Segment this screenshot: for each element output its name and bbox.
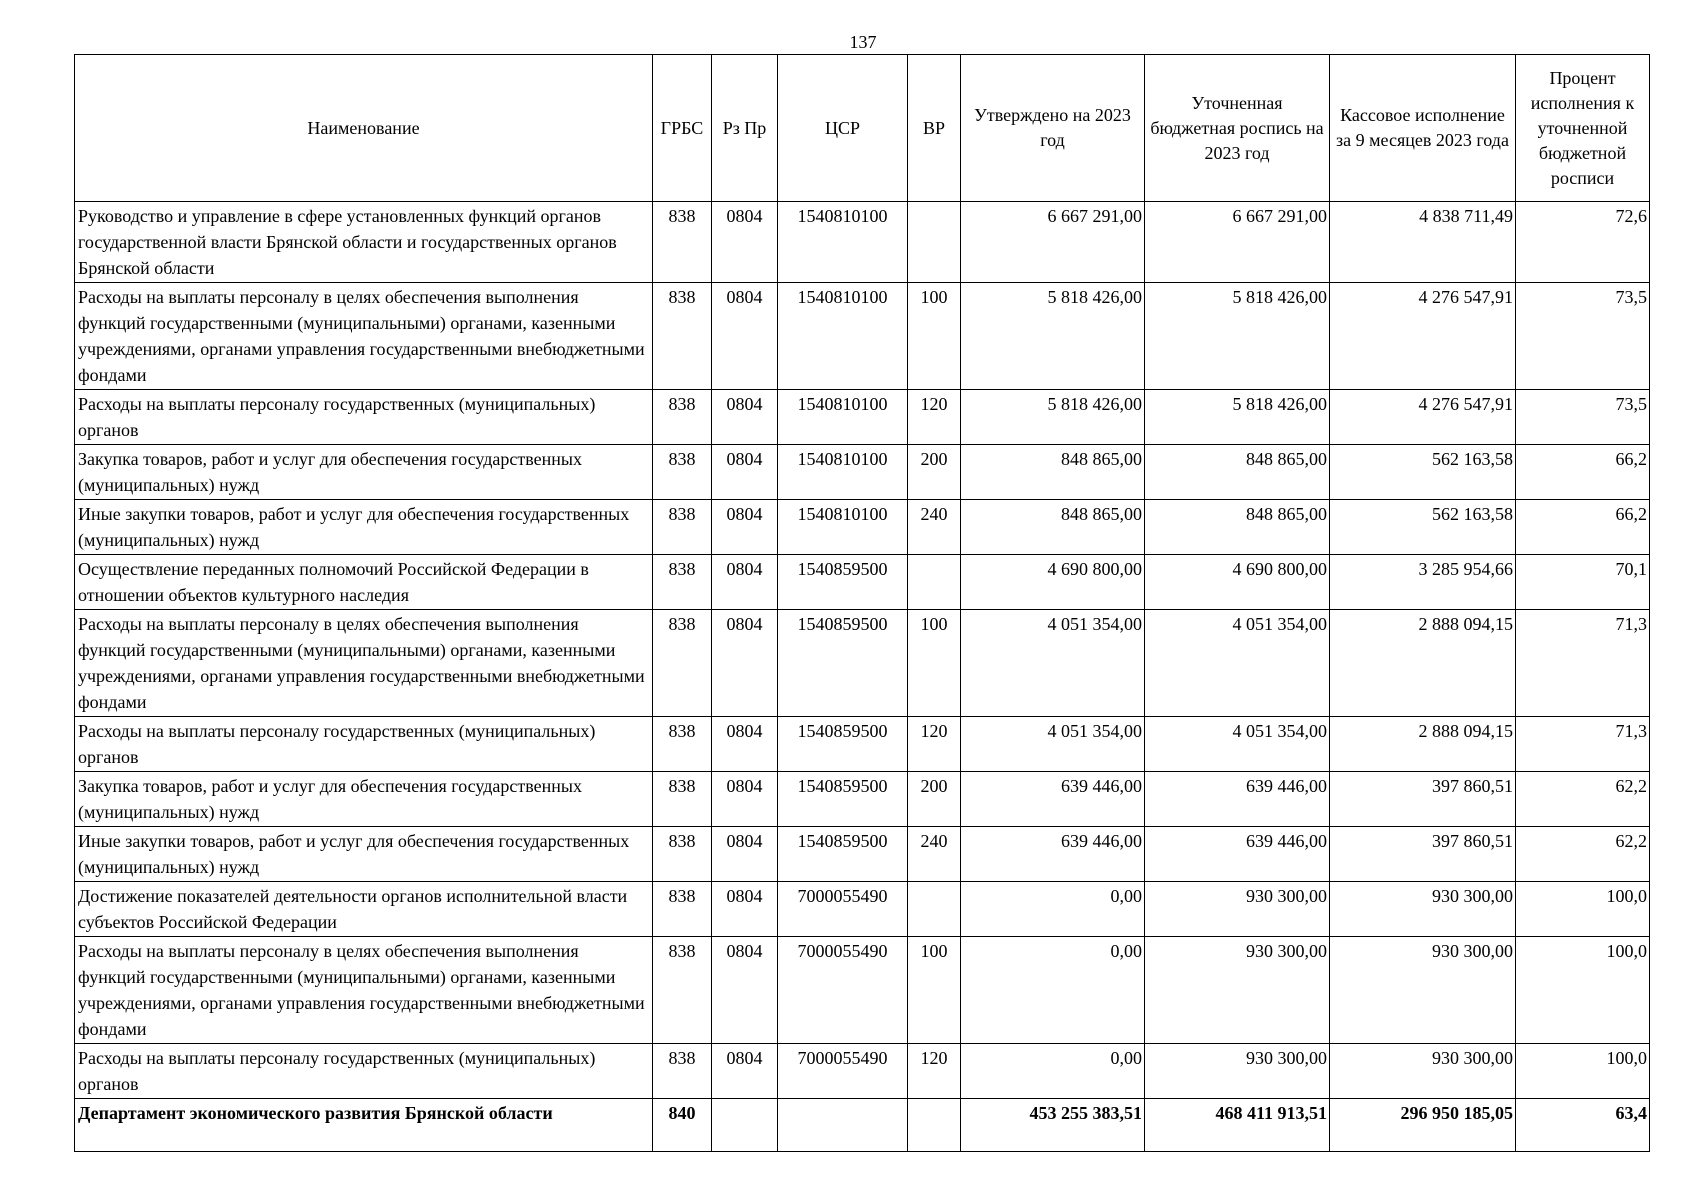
cell-percent: 70,1 (1516, 555, 1650, 610)
cell-refined: 639 446,00 (1145, 772, 1330, 827)
cell-vr (908, 1099, 961, 1152)
cell-csr: 7000055490 (778, 937, 908, 1044)
cell-vr (908, 882, 961, 937)
cell-rzpr: 0804 (712, 202, 778, 283)
cell-csr: 1540810100 (778, 390, 908, 445)
cell-name: Расходы на выплаты персоналу в целях обеспечения выполнения функций государственными (муниципальными) органами, казенными учреждениями, органами управления государственными внебюджетными фондами (75, 610, 653, 717)
header-grbs: ГРБС (653, 55, 712, 202)
cell-executed: 397 860,51 (1330, 827, 1516, 882)
cell-percent: 62,2 (1516, 827, 1650, 882)
cell-name: Расходы на выплаты персоналу в целях обеспечения выполнения функций государственными (муниципальными) органами, казенными учреждениями, органами управления государственными внебюджетными фондами (75, 283, 653, 390)
cell-csr: 1540859500 (778, 717, 908, 772)
cell-percent: 73,5 (1516, 283, 1650, 390)
cell-executed: 930 300,00 (1330, 1044, 1516, 1099)
cell-approved: 4 051 354,00 (961, 717, 1145, 772)
page-number: 137 (849, 32, 877, 52)
cell-approved: 639 446,00 (961, 827, 1145, 882)
cell-executed: 296 950 185,05 (1330, 1099, 1516, 1152)
cell-refined: 468 411 913,51 (1145, 1099, 1330, 1152)
cell-rzpr: 0804 (712, 882, 778, 937)
cell-percent: 66,2 (1516, 445, 1650, 500)
cell-refined: 930 300,00 (1145, 937, 1330, 1044)
cell-refined: 930 300,00 (1145, 882, 1330, 937)
cell-grbs: 838 (653, 283, 712, 390)
cell-executed: 562 163,58 (1330, 500, 1516, 555)
cell-csr: 1540859500 (778, 610, 908, 717)
cell-rzpr: 0804 (712, 772, 778, 827)
cell-approved: 639 446,00 (961, 772, 1145, 827)
cell-name: Расходы на выплаты персоналу в целях обеспечения выполнения функций государственными (муниципальными) органами, казенными учреждениями, органами управления государственными внебюджетными фондами (75, 937, 653, 1044)
cell-rzpr: 0804 (712, 500, 778, 555)
table-row (75, 555, 1650, 610)
cell-percent: 63,4 (1516, 1099, 1650, 1152)
header-approved: Утверждено на 2023 год (961, 55, 1145, 202)
cell-vr: 120 (908, 390, 961, 445)
cell-vr: 120 (908, 717, 961, 772)
cell-vr: 100 (908, 283, 961, 390)
cell-percent: 71,3 (1516, 610, 1650, 717)
cell-rzpr: 0804 (712, 937, 778, 1044)
table-row (75, 772, 1650, 827)
cell-csr: 7000055490 (778, 1044, 908, 1099)
cell-executed: 4 276 547,91 (1330, 283, 1516, 390)
table-row (75, 882, 1650, 937)
cell-percent: 66,2 (1516, 500, 1650, 555)
cell-csr: 1540859500 (778, 555, 908, 610)
header-refined: Уточненная бюджетная роспись на 2023 год (1145, 55, 1330, 202)
cell-grbs: 838 (653, 1044, 712, 1099)
cell-rzpr: 0804 (712, 717, 778, 772)
cell-vr (908, 555, 961, 610)
cell-approved: 0,00 (961, 1044, 1145, 1099)
cell-rzpr: 0804 (712, 390, 778, 445)
cell-approved: 5 818 426,00 (961, 283, 1145, 390)
cell-refined: 639 446,00 (1145, 827, 1330, 882)
cell-rzpr (712, 1099, 778, 1152)
cell-vr: 100 (908, 937, 961, 1044)
cell-executed: 3 285 954,66 (1330, 555, 1516, 610)
cell-approved: 0,00 (961, 882, 1145, 937)
cell-csr: 7000055490 (778, 882, 908, 937)
table-row (75, 1044, 1650, 1099)
cell-approved: 453 255 383,51 (961, 1099, 1145, 1152)
cell-rzpr: 0804 (712, 1044, 778, 1099)
table-row (75, 827, 1650, 882)
cell-executed: 4 838 711,49 (1330, 202, 1516, 283)
cell-percent: 62,2 (1516, 772, 1650, 827)
cell-grbs: 838 (653, 772, 712, 827)
cell-csr (778, 1099, 908, 1152)
cell-approved: 848 865,00 (961, 445, 1145, 500)
cell-refined: 930 300,00 (1145, 1044, 1330, 1099)
cell-name: Закупка товаров, работ и услуг для обеспечения государственных (муниципальных) нужд (75, 445, 653, 500)
cell-executed: 930 300,00 (1330, 937, 1516, 1044)
cell-vr: 120 (908, 1044, 961, 1099)
table-row (75, 937, 1650, 1044)
cell-vr: 240 (908, 827, 961, 882)
cell-rzpr: 0804 (712, 445, 778, 500)
cell-name: Иные закупки товаров, работ и услуг для обеспечения государственных (муниципальных) нужд (75, 827, 653, 882)
cell-approved: 4 690 800,00 (961, 555, 1145, 610)
header-csr: ЦСР (778, 55, 908, 202)
cell-refined: 4 690 800,00 (1145, 555, 1330, 610)
table-row (75, 390, 1650, 445)
table-row (75, 283, 1650, 390)
cell-approved: 5 818 426,00 (961, 390, 1145, 445)
cell-refined: 5 818 426,00 (1145, 283, 1330, 390)
header-row (75, 55, 1650, 202)
cell-grbs: 838 (653, 717, 712, 772)
cell-vr: 200 (908, 445, 961, 500)
cell-vr: 200 (908, 772, 961, 827)
table-row (75, 202, 1650, 283)
cell-refined: 848 865,00 (1145, 500, 1330, 555)
cell-grbs: 838 (653, 390, 712, 445)
cell-percent: 100,0 (1516, 1044, 1650, 1099)
cell-grbs: 838 (653, 500, 712, 555)
cell-grbs: 838 (653, 827, 712, 882)
cell-grbs: 838 (653, 610, 712, 717)
cell-percent: 100,0 (1516, 882, 1650, 937)
cell-percent: 71,3 (1516, 717, 1650, 772)
cell-refined: 4 051 354,00 (1145, 610, 1330, 717)
cell-name: Закупка товаров, работ и услуг для обеспечения государственных (муниципальных) нужд (75, 772, 653, 827)
cell-rzpr: 0804 (712, 283, 778, 390)
cell-refined: 4 051 354,00 (1145, 717, 1330, 772)
cell-approved: 0,00 (961, 937, 1145, 1044)
cell-refined: 848 865,00 (1145, 445, 1330, 500)
cell-rzpr: 0804 (712, 555, 778, 610)
cell-csr: 1540859500 (778, 772, 908, 827)
cell-csr: 1540810100 (778, 445, 908, 500)
header-name: Наименование (75, 55, 653, 202)
cell-refined: 5 818 426,00 (1145, 390, 1330, 445)
cell-approved: 6 667 291,00 (961, 202, 1145, 283)
cell-name: Иные закупки товаров, работ и услуг для обеспечения государственных (муниципальных) нужд (75, 500, 653, 555)
cell-csr: 1540810100 (778, 283, 908, 390)
cell-percent: 72,6 (1516, 202, 1650, 283)
cell-executed: 2 888 094,15 (1330, 610, 1516, 717)
table-body (75, 202, 1650, 1152)
header-rzpr: Рз Пр (712, 55, 778, 202)
cell-vr: 240 (908, 500, 961, 555)
table-row (75, 1099, 1650, 1152)
cell-grbs: 840 (653, 1099, 712, 1152)
table-row (75, 610, 1650, 717)
cell-csr: 1540810100 (778, 500, 908, 555)
table-row (75, 445, 1650, 500)
cell-csr: 1540859500 (778, 827, 908, 882)
cell-grbs: 838 (653, 202, 712, 283)
header-vr: ВР (908, 55, 961, 202)
cell-executed: 930 300,00 (1330, 882, 1516, 937)
cell-name: Достижение показателей деятельности органов исполнительной власти субъектов Российской Федерации (75, 882, 653, 937)
cell-grbs: 838 (653, 445, 712, 500)
cell-csr: 1540810100 (778, 202, 908, 283)
cell-executed: 4 276 547,91 (1330, 390, 1516, 445)
cell-name: Расходы на выплаты персоналу государственных (муниципальных) органов (75, 1044, 653, 1099)
cell-approved: 4 051 354,00 (961, 610, 1145, 717)
cell-vr: 100 (908, 610, 961, 717)
cell-percent: 100,0 (1516, 937, 1650, 1044)
table-header (75, 55, 1650, 202)
header-executed: Кассовое исполнение за 9 месяцев 2023 года (1330, 55, 1516, 202)
budget-execution-table (74, 54, 1650, 1152)
cell-rzpr: 0804 (712, 610, 778, 717)
cell-name: Расходы на выплаты персоналу государственных (муниципальных) органов (75, 390, 653, 445)
cell-vr (908, 202, 961, 283)
table-row (75, 500, 1650, 555)
table-row (75, 717, 1650, 772)
cell-grbs: 838 (653, 937, 712, 1044)
cell-rzpr: 0804 (712, 827, 778, 882)
cell-name: Расходы на выплаты персоналу государственных (муниципальных) органов (75, 717, 653, 772)
cell-grbs: 838 (653, 882, 712, 937)
cell-name: Департамент экономического развития Брянской области (75, 1099, 653, 1152)
cell-percent: 73,5 (1516, 390, 1650, 445)
cell-executed: 2 888 094,15 (1330, 717, 1516, 772)
cell-approved: 848 865,00 (961, 500, 1145, 555)
cell-executed: 562 163,58 (1330, 445, 1516, 500)
header-percent: Процент исполнения к уточненной бюджетной росписи (1516, 55, 1650, 202)
cell-grbs: 838 (653, 555, 712, 610)
cell-name: Руководство и управление в сфере установленных функций органов государственной власти Брянской области и государственных органов Брянской области (75, 202, 653, 283)
cell-refined: 6 667 291,00 (1145, 202, 1330, 283)
cell-name: Осуществление переданных полномочий Российской Федерации в отношении объектов культурного наследия (75, 555, 653, 610)
cell-executed: 397 860,51 (1330, 772, 1516, 827)
